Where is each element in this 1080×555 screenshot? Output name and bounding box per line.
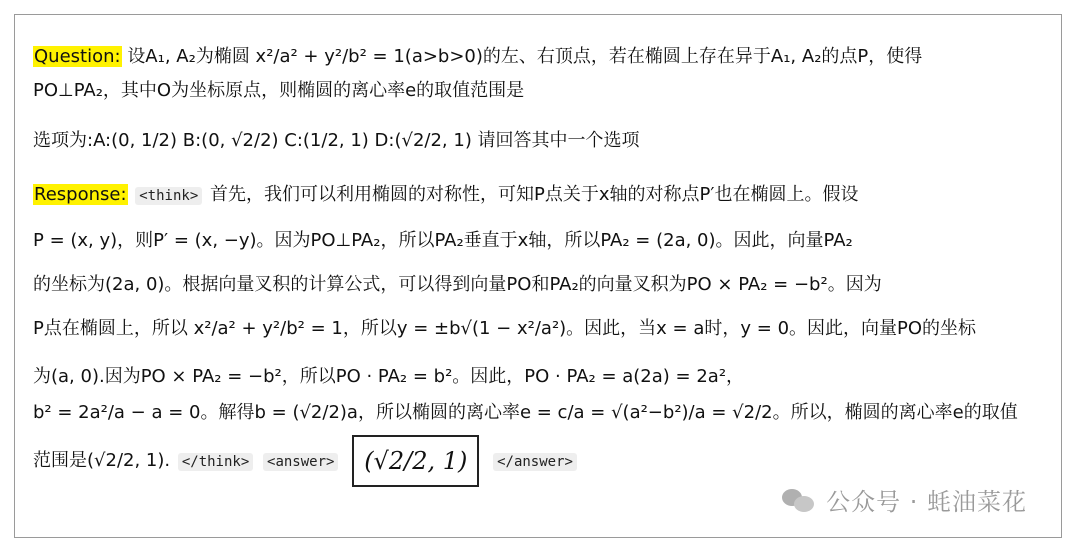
answer-box: [352, 435, 479, 487]
watermark-text: 公众号 · 蚝油菜花: [826, 488, 1027, 516]
response-label: Response:: [34, 184, 127, 205]
response-text-2: P = (x, y)，则P′ = (x, −y)。因为PO⊥PA₂，所以PA₂垂直于x轴，所以PA₂ = (2a, 0)。因此，向量PA₂: [33, 230, 853, 251]
response-text-4: P点在椭圆上，所以 x²/a² + y²/b² = 1，所以y = ±b√(1 − x²/a²)。因此，当x = a时，y = 0。因此，向量PO的坐标: [33, 318, 977, 339]
question-label: Question:: [34, 46, 121, 67]
response-line-7: [33, 433, 579, 490]
think-close-tag: </think>: [178, 453, 253, 471]
response-text-6: b² = 2a²/a − a = 0。解得b = (√2/2)a，所以椭圆的离心率e = c/a = √(a²−b²)/a = √2/2。所以，椭圆的离心率e的取值: [33, 402, 1018, 423]
response-line-3: [33, 273, 882, 297]
response-line-1: [33, 183, 858, 208]
question-line-1: [33, 45, 922, 69]
question-options: [33, 129, 640, 153]
question-line-2: [33, 79, 524, 103]
think-open-tag: <think>: [135, 187, 202, 205]
response-line-5: [33, 365, 744, 389]
response-text-1: 首先，我们可以利用椭圆的对称性，可知P点关于x轴的对称点P′也在椭圆上。假设: [210, 184, 859, 205]
answer-value: (√2/2, 1): [364, 447, 468, 475]
options-text: 选项为:A:(0, 1/2) B:(0, √2/2) C:(1/2, 1) D:(√2/2, 1) 请回答其中一个选项: [33, 130, 640, 151]
content-card: [14, 14, 1062, 538]
answer-close-tag: </answer>: [493, 453, 577, 471]
question-text-2: PO⊥PA₂，其中O为坐标原点，则椭圆的离心率e的取值范围是: [33, 80, 525, 101]
response-line-6: [33, 401, 1018, 425]
watermark: [782, 482, 1027, 517]
wechat-icon: [782, 487, 816, 513]
response-line-2: [33, 229, 853, 253]
response-text-5: 为(a, 0).因为PO × PA₂ = −b²，所以PO · PA₂ = b²。因此，PO · PA₂ = a(2a) = 2a²，: [33, 366, 745, 387]
response-line-4: [33, 317, 976, 341]
answer-open-tag: <answer>: [263, 453, 338, 471]
response-text-7: 范围是(√2/2, 1).: [33, 450, 171, 471]
response-text-3: 的坐标为(2a, 0)。根据向量叉积的计算公式，可以得到向量PO和PA₂的向量叉积为PO × PA₂ = −b²。因为: [33, 274, 882, 295]
question-text-1: 设A₁, A₂为椭圆 x²/a² + y²/b² = 1(a>b>0)的左、右顶点，若在椭圆上存在异于A₁, A₂的点P，使得: [127, 46, 923, 67]
